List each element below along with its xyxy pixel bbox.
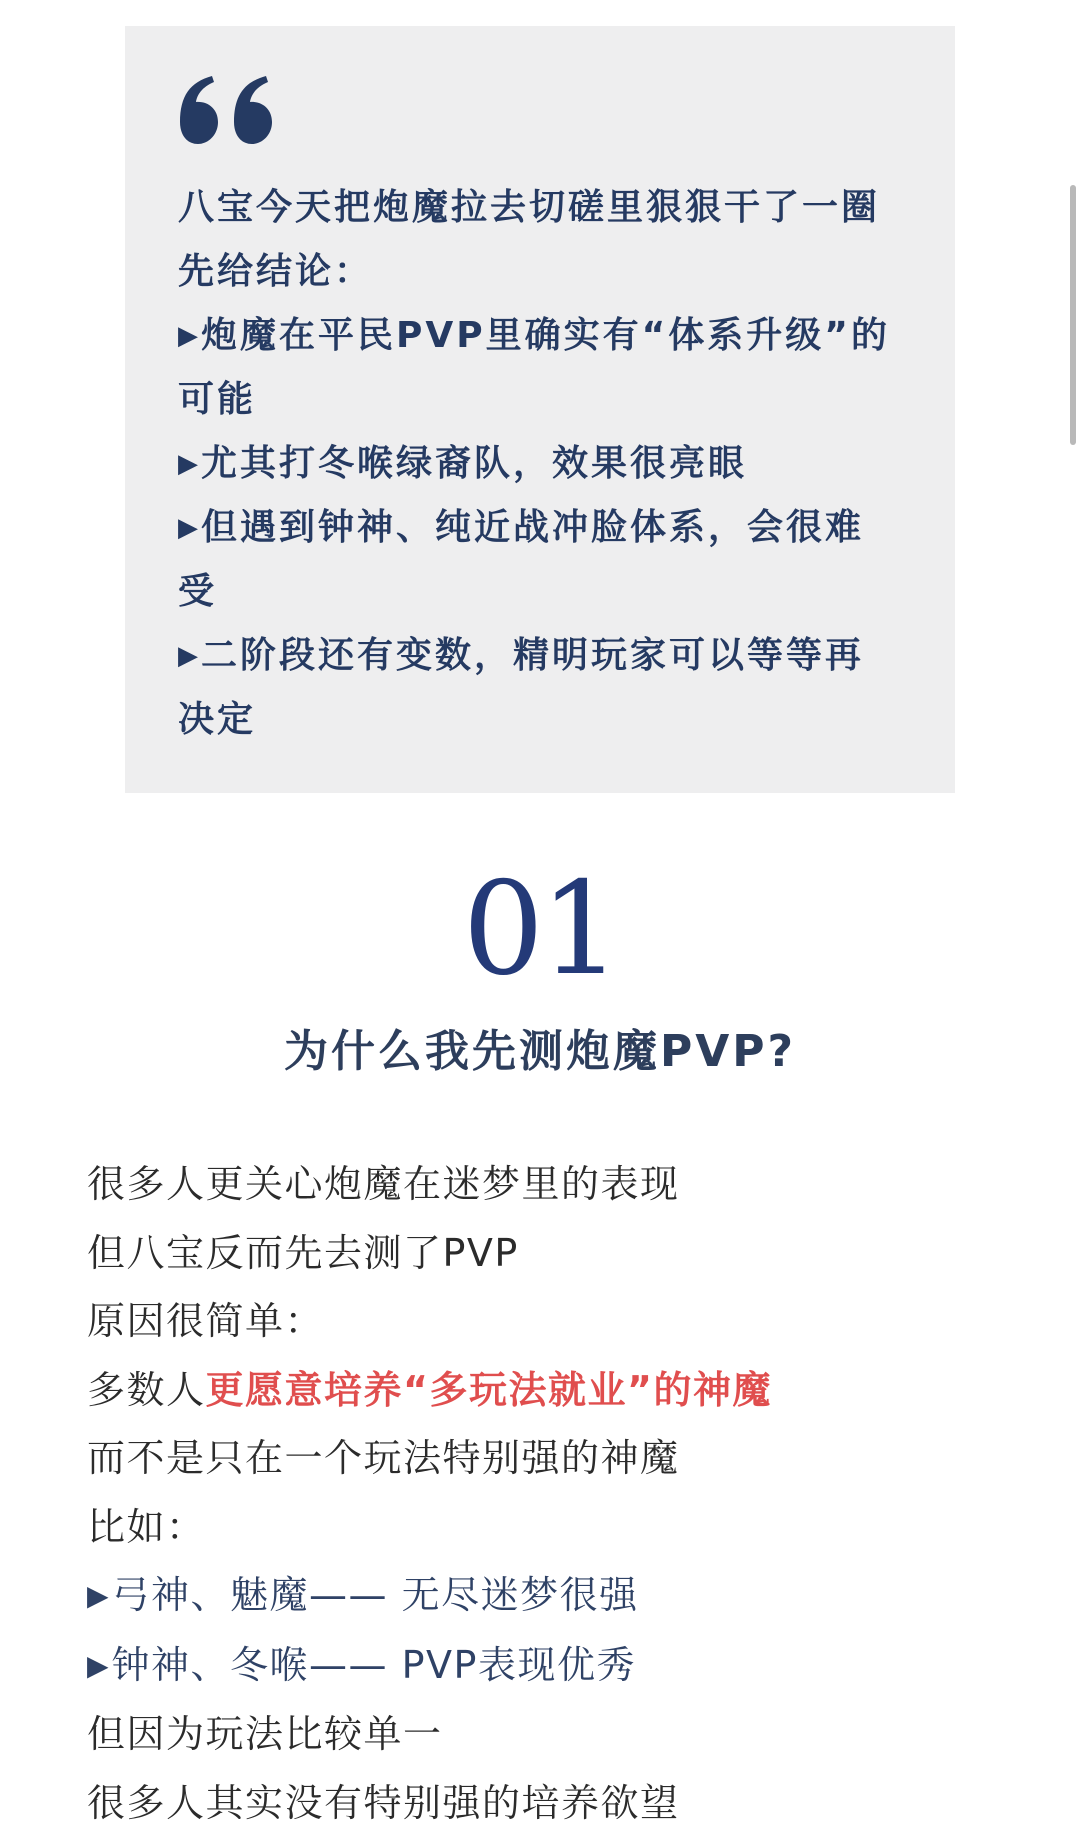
body-line: 比如：	[87, 1504, 206, 1549]
body-line-prefix: 多数人	[87, 1367, 206, 1412]
highlight-text: 更愿意培养“多玩法就业”的神魔	[205, 1367, 772, 1412]
section-number: 01	[462, 855, 618, 1004]
quote-line-text: 尤其打冬喉绿裔队，效果很亮眼	[201, 443, 748, 484]
quote-line-text: 八宝今天把炮魔拉去切磋里狠狠干了一圈	[178, 187, 881, 228]
bullet-item	[87, 1561, 987, 1631]
quote-line-text: 炮魔在平民PVP里确实有“体系升级”的	[201, 315, 890, 356]
quote-line	[178, 624, 908, 688]
article-body	[87, 1150, 987, 1837]
triangle-bullet-icon: ▶	[178, 449, 198, 479]
quote-line	[178, 176, 908, 240]
double-quote-icon	[176, 76, 280, 146]
body-line: 原因很简单：	[87, 1299, 325, 1343]
quote-line-text: 受	[178, 571, 218, 612]
body-line: 很多人其实没有特别强的培养欲望	[87, 1780, 680, 1825]
quote-line	[178, 368, 908, 432]
quote-line	[178, 432, 908, 496]
triangle-bullet-icon: ▶	[178, 513, 198, 543]
bullet-text: 钟神、冬喉—— PVP表现优秀	[111, 1642, 636, 1687]
body-line-highlight	[87, 1356, 987, 1425]
quote-line	[178, 240, 908, 304]
quote-line	[178, 496, 908, 560]
quote-line-text: 二阶段还有变数，精明玩家可以等等再	[201, 635, 865, 676]
quote-line-text: 可能	[178, 379, 257, 420]
quote-line-text: 先给结论：	[178, 251, 374, 292]
quote-box	[125, 26, 955, 793]
quote-line-text: 决定	[178, 699, 257, 740]
body-line: 而不是只在一个玩法特别强的神魔	[87, 1436, 680, 1480]
body-line: 但八宝反而先去测了PVP	[87, 1230, 519, 1275]
bullet-item	[87, 1631, 987, 1701]
triangle-bullet-icon: ▶	[87, 1579, 109, 1612]
triangle-bullet-icon: ▶	[178, 321, 198, 351]
quote-line	[178, 560, 908, 624]
triangle-bullet-icon: ▶	[87, 1648, 109, 1682]
quote-line	[178, 304, 908, 368]
body-line: 很多人更关心炮魔在迷梦里的表现	[87, 1162, 680, 1206]
triangle-bullet-icon: ▶	[178, 641, 198, 671]
bullet-text: 弓神、魅魔—— 无尽迷梦很强	[111, 1573, 639, 1617]
body-line: 但因为玩法比较单一	[87, 1712, 443, 1756]
quote-line	[178, 688, 908, 752]
section-title: 为什么我先测炮魔PVP?	[283, 1026, 797, 1077]
quote-line-text: 但遇到钟神、纯近战冲脸体系，会很难	[201, 507, 865, 548]
quote-text	[178, 176, 908, 752]
scrollbar[interactable]	[1070, 185, 1076, 445]
